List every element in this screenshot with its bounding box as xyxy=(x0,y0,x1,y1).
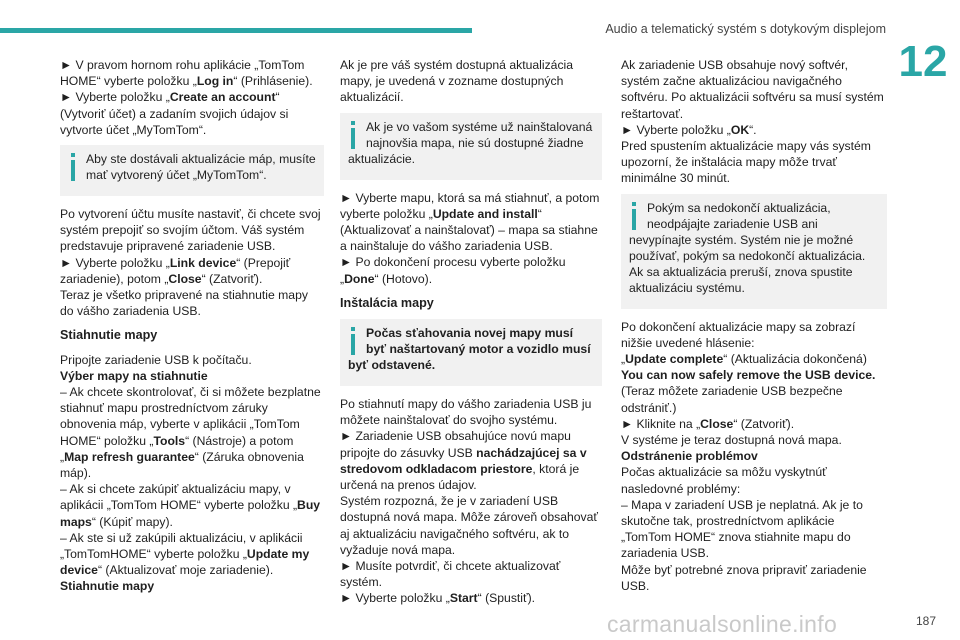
paragraph: Ak je pre váš systém dostupná aktualizácia mapy, je uvedená v zozname dostupných aktualizácií. xyxy=(340,58,574,105)
header-accent-bar xyxy=(0,28,472,33)
paragraph: Pripojte zariadenie USB k počítaču. Výber mapy na stiahnutie – Ak chcete skontrolovať, či si môžete bezplatne stiahnuť mapu prostredníctvom záruky obnovenia máp, vyberte v aplikácii „TomTom HOME“ položku „Tools“ (Nástroje) a potom „Map refresh guarantee“ (Záruka obnovenia máp). – Ak si chcete zakúpiť aktualizáciu mapy, v aplikácii „TomTom HOME“ vyberte položku „Buy maps“ (Kúpiť mapy). – Ak ste si už zakúpili aktualizáciu, v aplikácii „TomTomHOME“ vyberte položku „Update my device“ (Aktualizovať moje zariadenie). Stiahnutie mapy xyxy=(60,352,321,594)
info-note: Aby ste dostávali aktualizácie máp, musíte mať vytvorený účet „MyTomTom“. xyxy=(60,145,324,196)
info-icon xyxy=(348,121,358,149)
section-heading: Stiahnutie mapy xyxy=(60,328,158,343)
paragraph: Po vytvorení účtu musíte nastaviť, či chcete svoj systém prepojiť so svojím účtom. Váš systém predstavuje pripravené zariadenie USB. ► Vyberte položku „Link device“ (Prepojiť zariadenie), potom „Close“ (Zatvoriť). Teraz je všetko pripravené na stiahnutie mapy do vášho zariadenia USB. xyxy=(60,207,321,319)
chapter-number: 12 xyxy=(898,37,948,86)
warning-note: Počas sťahovania novej mapy musí byť naštartovaný motor a vozidlo musí byť odstavené. xyxy=(340,319,602,386)
section-heading: Inštalácia mapy xyxy=(340,295,434,310)
info-icon xyxy=(68,153,78,181)
paragraph: Ak zariadenie USB obsahuje nový softvér, systém začne aktualizáciou navigačného softvéru. Po aktualizácii softvéru sa musí systém reštartovať. ► Vyberte položku „OK“. Pred spustením aktualizácie mapy vás systém upozorní, že inštalácia mapy môže trvať minimálne 30 minút. xyxy=(621,58,884,186)
paragraph: Po stiahnutí mapy do vášho zariadenia USB ju môžete nainštalovať do svojho systému. ► Zariadenie USB obsahujúce novú mapu pripojte do zásuvky USB nachádzajúcej sa v stredovom odkladacom priestore, ktorá je určená na prenos údajov. Systém rozpozná, že je v zariadení USB dostupná nová mapa. Môže zároveň obsahovať aj aktualizáciu navigačného softvéru, ak to vyžaduje nová mapa. ► Musíte potvrdiť, či chcete aktualizovať systém. ► Vyberte položku „Start“ (Spustiť). xyxy=(340,397,598,606)
column-2 xyxy=(340,57,602,614)
info-icon xyxy=(629,202,639,230)
paragraph: ► V pravom hornom rohu aplikácie „TomTom HOME“ vyberte položku „Log in“ (Prihlásenie). ► Vyberte položku „Create an account“ (Vytvoriť účet) a zadaním svojich údajov si vytvorte účet „MyTomTom“. xyxy=(60,58,313,137)
watermark: carmanualsonline.info xyxy=(607,611,838,637)
paragraph: Po dokončení aktualizácie mapy sa zobrazí nižšie uvedené hlásenie: „Update complete“ (Aktualizácia dokončená) You can now safely remove the USB device. (Teraz môžete zariadenie USB bezpečne odstrániť.) ► Kliknite na „Close“ (Zatvoriť). V systéme je teraz dostupná nová mapa. Odstránenie problémov Počas aktualizácie sa môžu vyskytnúť nasledovné problémy: – Mapa v zariadení USB je neplatná. Ak je to skutočne tak, prostredníctvom aplikácie „TomTom HOME“ znova stiahnite mapu do zariadenia USB. Môže byť potrebné znova pripraviť zariadenie USB. xyxy=(621,319,876,593)
info-note: Pokým sa nedokončí aktualizácia, neodpájajte zariadenie USB ani nevypínajte systém. Systém nie je možné používať, pokým sa nedokončí aktualizácia. Ak sa aktualizácia preruší, znova spustite aktualizáciu systému. xyxy=(621,194,887,309)
column-3 xyxy=(621,57,887,601)
running-head: Audio a telematický systém s dotykovým displejom xyxy=(605,22,886,36)
info-note: Ak je vo vašom systéme už nainštalovaná najnovšia mapa, nie sú dostupné žiadne aktualizácie. xyxy=(340,113,602,180)
paragraph: ► Vyberte mapu, ktorá sa má stiahnuť, a potom vyberte položku „Update and install“ (Aktualizovať a nainštalovať) – mapa sa stiahne a nainštaluje do vášho zariadenia USB. ► Po dokončení procesu vyberte položku „Done“ (Hotovo). xyxy=(340,190,600,286)
page-number: 187 xyxy=(915,614,936,628)
info-icon xyxy=(348,327,358,355)
column-1 xyxy=(60,57,324,602)
